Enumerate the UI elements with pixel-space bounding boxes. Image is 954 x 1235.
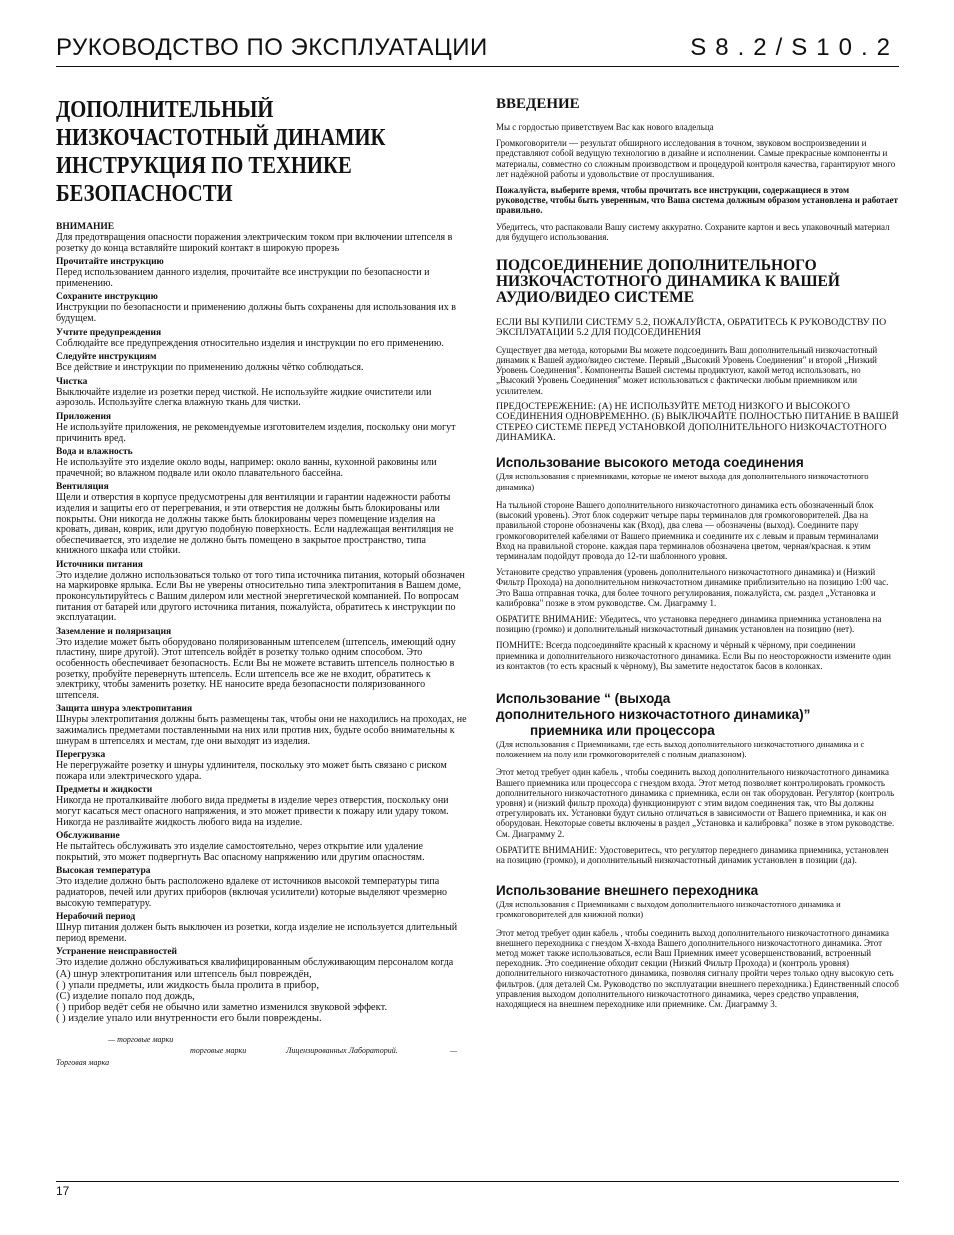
section-label: Приложения [56,411,112,422]
paragraph: Пожалуйста, выберите время, чтобы прочитать все инструкции, содержащиеся в этом руководстве, чтобы быть уверенным, что Ваша система должным образом установлена и работает правильно. [496,185,898,216]
section-text: Не пытайтесь обслуживать это изделие самостоятельно, через открытие или удаление покрытий, это может подвергнуть Вас опасному напряжению или другим опасностям. [56,841,425,863]
section-text: Для предотвращения опасности поражения электрическим током при включении штепселя в розетку до конца вставляйте широкий контакт в широкую прорезь [56,232,453,254]
paragraph: На тыльной стороне Вашего дополнительного низкочастотного динамика есть обозначенный блок (высокий уровень). Этот блок содержит четыре пары терминалов для громкоговорителей. Два на правильной стороне обозначены как (Вход), два слева — обозначены (выход). Соедините пару громкоговорителей кабелями от Вашего приемника и соедините их с левым и правым терминалами Вход на правильной стороне. каждая пара терминалов обозначена цветом, черная/красная. к этим терминалам подойдут провода до 12-ти шаблонного уровня. [496,499,879,561]
paragraph: Мы с гордостью приветствуем Вас как нового владельца [496,122,714,132]
section-text: Никогда не проталкивайте любого вида предметы в изделие через отверстия, поскольку они могут касаться мест опасного напряжения, и это может привести к пожару или удару током. Никогда не разливайте жидкость любого вида на изделие. [56,795,449,828]
header-rule [56,66,899,67]
safety-section [56,292,469,324]
safety-section [56,947,469,969]
subsection-heading: приемника или процессора [530,722,715,738]
section-label: Следуйте инструкциям [56,352,157,363]
paragraph: ПОМНИТЕ: Всегда подсоединяйте красный к красному и чёрный к чёрному, при соединении приемника и дополнительного низкочастотного динамика. Если Вы по неосторожности измените один из контактов (то есть красный к чёрному), Вы заметите недостаток басов в колонках. [496,640,891,671]
section-text: Это изделие должно обслуживаться квалифицированным обслуживающим персоналом когда [56,957,454,969]
safety-section [56,704,469,747]
safety-section [56,831,469,863]
list-item: ( ) прибор ведёт себя не обычно или заметно изменился звуковой эффект. [56,1001,388,1013]
safety-section [56,328,469,350]
section-label: Защита шнура электропитания [56,704,193,715]
section-label: Учтите предупреждения [56,327,162,338]
subsection-heading: дополнительного низкочастотного динамика)” [496,706,811,722]
section-label: Прочитайте инструкцию [56,257,164,268]
section-text: Выключайте изделие из розетки перед чисткой. Не используйте жидкие очистители или аэрозоль. Используйте слегка влажную ткань для чистки. [56,386,432,409]
section-label: Чистка [56,376,88,387]
paragraph: Этот метод требует один кабель , чтобы соединить выход дополнительного низкочастотного динамика Вашего приемника или процессора с гнездом входа. Этот метод позволяет контролировать громкость дополнительного низкочастотного динамика с приемника, если он так оборудован. Регулятор (контроль уровня) и (низкий фильтр прохода) функционируют с этим видом соединения так, что Вы должны отрегулировать их. Установки будут сильно отличаться в зависимости от Вашего приемника, и как он оборудован. Некоторые советы включены в раздел „Установка и калибровка" позже в этом руководстве. См. Диаграмму 2. [496,767,895,839]
title-line: БЕЗОПАСНОСТИ [56,181,233,207]
safety-section [56,377,469,409]
safety-section [56,560,469,624]
section-label: Нерабочий период [56,912,136,923]
section-label: Заземление и поляризация [56,626,172,637]
list-item: (A) шнур электропитания или штепсель был повреждён, [56,968,312,980]
title-line: ДОПОЛНИТЕЛЬНЫЙ [56,97,274,123]
paragraph: Убедитесь, что распаковали Вашу систему аккуратно. Сохраните картон и весь упаковочный материал для будущего использования. [496,221,890,242]
subsection-heading: Использование внешнего переходника [496,883,759,899]
section-text: Щели и отверстия в корпусе предусмотрены для вентиляции и гарантии надежности работы изделия и защиты его от перегревания, и эти отверстия не должны быть блокированы или покрыты. Они никогда не должны также быть блокированы через помещение изделия на кровать, диван, коврик, или другую подобную поверхность. Если надлежащая вентиляция не обеспечивается, это изделие не должно быть помещено в закрытое пространство, типа книжного шкафа или стойки. [56,492,454,557]
external-crossover-section [496,883,899,1009]
section-label: Высокая температура [56,866,151,877]
section-text: Это изделие может быть оборудовано поляризованным штепселем (штепсель, имеющий одну пластину, шире другой). Этот штепсель войдёт в розетку только одним способом. Это особенность обеспечивает безопасность. Если Вы не можете вставить штепсель полностью в розетку, пробуйте перевернуть штепсель. Если штепсель все же не входит, обратитесь к электрику, чтобы заменить розетку. НЕ наносите вреда безопасности поляризованного штепселя. [56,636,456,701]
trademark-note: Лицензированных Лабораторий. [286,1045,398,1055]
section-text: Шнуры электропитания должны быть размещены так, чтобы они не находились на проходах, не зажимались предметами поставленными на них или против них, будьте особо внимательны к шнурам в штепселях и местам, где они выходят из изделия. [56,714,467,747]
safety-section [56,627,469,702]
section-heading: ПОДСОЕДИНЕНИЕ ДОПОЛНИТЕЛЬНОГО НИЗКОЧАСТОТНОГО ДИНАМИКА К ВАШЕЙ АУДИО/ВИДЕО СИСТЕМЕ [496,257,840,307]
connect-section [496,258,899,443]
receiver-output-section [496,691,899,865]
header-title: РУКОВОДСТВО ПО ЭКСПЛУАТАЦИИ [56,34,488,61]
safety-section [56,750,469,782]
safety-column [56,96,469,1176]
section-text: Это изделие должно быть расположено вдалеке от источников высокой температуры типа радиаторов, печей или других приборов (включая усилители) которые выделяют чрезмерно высокую температуру. [56,876,448,909]
subsection-heading: Использование “ (выхода [496,690,671,706]
safety-section [56,785,469,828]
section-label: Вентиляция [56,482,109,493]
section-label: ВНИМАНИЕ [56,222,115,232]
paragraph: ЕСЛИ ВЫ КУПИЛИ СИСТЕМУ 5.2, ПОЖАЛУЙСТА, ОБРАТИТЕСЬ К РУКОВОДСТВУ ПО ЭКСПЛУАТАЦИИ 5.2 ДЛЯ ПОДСОЕДИНЕНИЯ [496,317,887,339]
subsection-note: (Для использования с Приемниками с выходом дополнительного низкочастотного динамика и громкоговорителей для книжной полки) [496,899,841,920]
section-label: Предметы и жидкости [56,785,153,796]
list-item: (С) изделие попало под дождь, [56,990,195,1002]
safety-section [56,222,469,254]
section-label: Вода и влажность [56,447,133,458]
safety-section [56,912,469,944]
paragraph: Этот метод требует один кабель , чтобы соединить выход дополнительного низкочастотного динамика внешнего переходника с гнездом X-входа Вашего дополнительного низкочастотного динамика. Этот метод может также использоваться, если Ваш Приемник имеет усовершенствований, встроенный переходник. Это соединение обходит секции (Низкий Фильтр Прохода) и (контроль уровня) дополнительного низкочастотного динамика, позволяя сигналу пройти через только одну высокую сеть фильтров. (для деталей См. Руководство по эксплуатации внешнего переходника.) Единственный способ управления выходом дополнительного низкочастотного динамика, через средство управления, находящиеся на внешнем переходнике или приемнике. См. Диаграмму 3. [496,927,899,1009]
list-item: ( ) упали предметы, или жидкость была пролита в прибор, [56,979,319,991]
high-level-section [496,455,899,670]
page-number: 17 [56,1184,70,1198]
section-text: Соблюдайте все предупреждения относительно изделия и инструкции по его применению. [56,337,444,349]
paragraph: ОБРАТИТЕ ВНИМАНИЕ: Удостоверитесь, что регулятор переднего динамика приемника, установлен на позицию (громко), и дополнительный низкочастотный динамик установлен в позиции (да). [496,844,889,865]
section-label: Сохраните инструкцию [56,292,158,303]
section-text: Шнур питания должен быть выключен из розетки, когда изделие не используется длительный период времени. [56,922,458,944]
paragraph: Установите средство управления (уровень дополнительного низкочастотного динамика) и (Низкий Фильтр Прохода) на дополнительном низкочастотном динамике приблизительно на позицию 1:00 час. Это Ваша отправная точка, для более точного регулирования, пожалуйста, см. раздел „Установка и калибровка" позже в этом руководстве. См. Диаграмму 1. [496,567,889,608]
safety-section [56,866,469,909]
subsection-note: (Для использования с приемниками, которые не имеют выхода для дополнительного низкочастотного динамика) [496,471,869,492]
header-model: S8.2/S10.2 [690,34,899,61]
section-text: Не используйте приложения, не рекомендуемые изготовителем изделия, поскольку они могут причинить вред. [56,421,456,444]
paragraph: Громкоговорители — результат обширного исследования в точном, звуковом воспроизведении и представляют собой ведущую технологию в дизайне и исполнении. Самые прекрасные компоненты и материалы, совместно со сложным производством и процедурой контроля качества, гарантируют много лет надёжной работы и удовольствие от прослушивания. [496,138,896,179]
section-text: Это изделие должно использоваться только от того типа источника питания, который обозначен на маркировке ярлыка. Если Вы не уверены относительно типа электропитания в Вашем доме, проконсультируйтесь с Вашим дилером или местной энергетической компанией. По вопросам питания от батарей или другого источника питания, пожалуйста, обратитесь к инструкции по эксплуатации. [56,569,465,624]
subsection-heading: Использование высокого метода соединения [496,455,804,471]
intro-section [496,96,899,242]
section-heading: ВВЕДЕНИЕ [496,96,580,112]
page-header [56,34,899,66]
title-line: ИНСТРУКЦИЯ ПО ТЕХНИКЕ [56,153,352,179]
trademark-notes [56,1034,469,1076]
safety-sections [56,222,469,969]
main-title [56,96,460,208]
subsection-note: (Для использования с Приемниками, где есть выход дополнительного низкочастотного динамика и с положением на полу или громкоговорителей с полным диапазоном). [496,738,865,760]
safety-section [56,257,469,289]
section-text: Перед использованием данного изделия, прочитайте все инструкции по безопасности и применению. [56,267,430,289]
section-label: Перегрузка [56,750,106,761]
section-text: Все действие и инструкции по применению должны чётко соблюдаться. [56,362,364,374]
instructions-column [496,96,899,1176]
section-text: Не перегружайте розетку и шнуры удлинителя, поскольку это может быть связано с риском пожара или электрического удара. [56,760,447,782]
safety-section [56,447,469,479]
troubleshooting-list [56,969,469,1024]
trademark-note: — [450,1045,458,1055]
section-label: Источники питания [56,559,143,570]
trademark-note: — торговые марки [108,1034,174,1044]
trademark-note: Торговая марка [56,1057,110,1067]
section-label: Обслуживание [56,831,120,842]
section-text: Инструкции по безопасности и применению должны быть сохранены для использования их в будущем. [56,302,457,324]
paragraph: ОБРАТИТЕ ВНИМАНИЕ: Убедитесь, что установка переднего динамика приемника установлена на позицию (громко) и дополнительный низкочастотный динамик установлен на позицию (нет). [496,613,882,635]
paragraph: ПРЕДОСТЕРЕЖЕНИЕ: (А) НЕ ИСПОЛЬЗУЙТЕ МЕТОД НИЗКОГО И ВЫСОКОГО СОЕДИНЕНИЯ ОДНОВРЕМЕННО. (Б) ВЫКЛЮЧАЙТЕ ПОЛНОСТЬЮ ПИТАНИЕ В ВАШЕЙ СТЕРЕО СИСТЕМЕ ПЕРЕД УСТАНОВКОЙ ДОПОЛНИТЕЛЬНОГО НИЗКОЧАСТОТНОГО ДИНАМИКА. [496,400,899,444]
safety-section [56,352,469,374]
footer-rule [56,1181,899,1182]
section-label: Устранение неисправностей [56,947,178,958]
list-item: ( ) изделие упало или внутренности его были повреждены. [56,1012,322,1024]
safety-section [56,482,469,557]
title-line: НИЗКОЧАСТОТНЫЙ ДИНАМИК [56,125,386,151]
safety-section [56,412,469,444]
trademark-note: торговые марки [190,1045,247,1055]
paragraph: Существует два метода, которыми Вы можете подсоединить Ваш дополнительный низкочастотный динамик к Вашей аудио/видео системе. Первый „Высокий Уровень Соединения" и второй „Низкий Уровень Соединения". Компоненты Вашей системы продиктуют, какой метод использовать, но „Высокий Уровень Соединения" может использоваться с фактически любым приемником или усилителем. [496,344,878,396]
section-text: Не используйте это изделие около воды, например: около ванны, кухонной раковины или прачечной; во влажном подвале или около плавательного бассейна. [56,457,437,479]
